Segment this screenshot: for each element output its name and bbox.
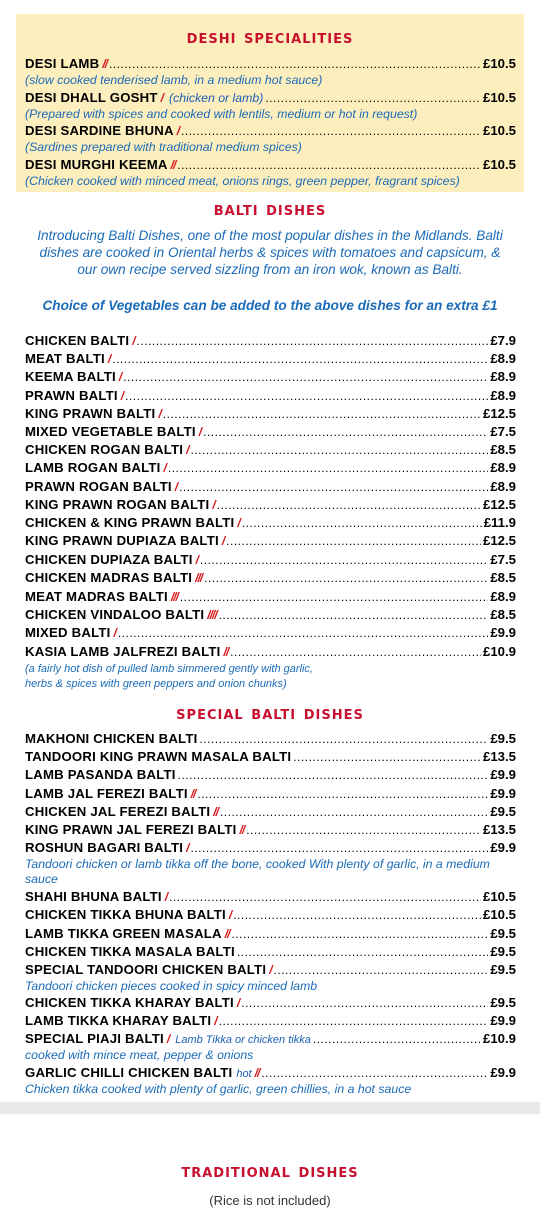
item-name: LAMB ROGAN BALTI [25, 460, 161, 475]
menu-item [25, 749, 516, 767]
menu-item [25, 552, 516, 570]
item-description: cooked with mince meat, pepper & onions [25, 1048, 254, 1062]
leader-dots [242, 516, 482, 530]
leader-dots [241, 996, 488, 1010]
leader-dots [261, 1066, 488, 1080]
item-name: GARLIC CHILLI CHICKEN BALTI [25, 1065, 233, 1080]
item-price: £10.5 [482, 123, 516, 138]
leader-dots [181, 124, 481, 138]
item-name: KING PRAWN DUPIAZA BALTI [25, 533, 219, 548]
item-price: £9.9 [490, 1013, 516, 1028]
chili-icon: // [224, 927, 230, 941]
item-price: £12.5 [482, 533, 516, 548]
chili-icon: / [163, 461, 166, 475]
menu-item [25, 123, 516, 141]
chili-icon: / [158, 407, 161, 421]
item-name: PRAWN BALTI [25, 388, 118, 403]
leader-dots [112, 352, 488, 366]
item-description: Chicken tikka cooked with plenty of garlic, green chillies, in a hot sauce [25, 1082, 412, 1096]
item-name: KING PRAWN ROGAN BALTI [25, 497, 210, 512]
leader-dots [226, 534, 481, 548]
item-price: £9.9 [490, 625, 516, 640]
item-name: SPECIAL PIAJI BALTI [25, 1031, 164, 1046]
item-price: £8.5 [490, 607, 516, 622]
leader-dots [199, 732, 488, 746]
menu-item [25, 926, 516, 944]
chili-icon: // [170, 158, 176, 172]
leader-dots [219, 1014, 489, 1028]
leader-dots [137, 334, 489, 348]
menu-item [25, 533, 516, 551]
item-price: £12.5 [482, 406, 516, 421]
leader-dots [246, 823, 481, 837]
leader-dots [230, 645, 481, 659]
leader-dots [293, 750, 481, 764]
item-price: £13.5 [482, 822, 516, 837]
item-name: ROSHUN BAGARI BALTI [25, 840, 184, 855]
item-name: SHAHI BHUNA BALTI [25, 889, 162, 904]
item-name: LAMB TIKKA KHARAY BALTI [25, 1013, 212, 1028]
item-name: CHICKEN DUPIAZA BALTI [25, 552, 193, 567]
item-price: £9.9 [490, 767, 516, 782]
item-name: CHICKEN TIKKA MASALA BALTI [25, 944, 235, 959]
menu-item [25, 56, 516, 74]
item-name: TANDOORI KING PRAWN MASALA BALTI [25, 749, 292, 764]
item-name: CHICKEN & KING PRAWN BALTI [25, 515, 235, 530]
leader-dots [177, 158, 481, 172]
leader-dots [217, 498, 481, 512]
leader-dots [274, 963, 489, 977]
balti-heading: balti dishes [213, 198, 327, 220]
item-price: £8.9 [490, 351, 516, 366]
leader-dots [265, 91, 481, 105]
chili-icon: // [254, 1066, 260, 1080]
item-name: SPECIAL TANDOORI CHICKEN BALTI [25, 962, 267, 977]
item-description: (a fairly hot dish of pulled lamb simmered gently with garlic, herbs & spices with green peppers and onion chunks) [25, 663, 313, 690]
item-price: £8.9 [490, 369, 516, 384]
menu-item [25, 625, 516, 643]
leader-dots [125, 389, 488, 403]
chili-icon: // [239, 823, 245, 837]
menu-item [25, 570, 516, 588]
menu-item [25, 369, 516, 387]
item-name: MAKHONI CHICKEN BALTI [25, 731, 198, 746]
leader-dots [179, 480, 488, 494]
item-price: £9.5 [490, 995, 516, 1010]
item-price: £12.5 [482, 497, 516, 512]
item-price: £7.5 [490, 424, 516, 439]
menu-item [25, 479, 516, 497]
chili-icon: / [237, 516, 240, 530]
item-name: LAMB PASANDA BALTI [25, 767, 176, 782]
item-name: DESI DHALL GOSHT [25, 90, 158, 105]
leader-dots [237, 945, 488, 959]
menu-item [25, 333, 516, 351]
chili-icon: / [118, 370, 122, 384]
menu-item [25, 767, 516, 785]
item-name: KING PRAWN JAL FEREZI BALTI [25, 822, 237, 837]
leader-dots [204, 571, 488, 585]
chili-icon: / [166, 1032, 170, 1046]
item-description: Tandoori chicken or lamb tikka off the bone, cooked With plenty of garlic, in a medium sauce [25, 857, 490, 886]
menu-item [25, 90, 516, 108]
menu-item [25, 351, 516, 369]
menu-item [25, 1013, 516, 1031]
chili-icon: / [236, 996, 240, 1010]
chili-icon: / [186, 841, 189, 855]
item-note: hot [236, 1068, 252, 1080]
chili-icon: // [190, 787, 196, 801]
chili-icon: / [195, 553, 198, 567]
item-name: CHICKEN ROGAN BALTI [25, 442, 184, 457]
menu-item [25, 515, 516, 533]
special-balti-heading: special balti dishes [176, 702, 364, 724]
item-name: DESI SARDINE BHUNA [25, 123, 174, 138]
chili-icon: / [212, 498, 215, 512]
leader-dots [197, 787, 488, 801]
menu-item [25, 388, 516, 406]
balti-intro: Introducing Balti Dishes, one of the most popular dishes in the Midlands. Balti dishes are cooked in Oriental herbs & spices with tomatoes and capsicum, & our own recipe served sizzling from an iron wok, known as Balti. [37, 228, 503, 277]
item-price: £9.5 [490, 926, 516, 941]
item-name: DESI LAMB [25, 56, 100, 71]
item-price: £13.5 [482, 749, 516, 764]
item-name: PRAWN ROGAN BALTI [25, 479, 172, 494]
item-description: (slow cooked tenderised lamb, in a medium hot sauce) [25, 73, 323, 87]
menu-item [25, 1065, 516, 1083]
item-name: CHICKEN TIKKA BHUNA BALTI [25, 907, 226, 922]
menu-item [25, 157, 516, 175]
leader-dots [168, 461, 488, 475]
item-price: £8.5 [490, 442, 516, 457]
chili-icon: // [223, 645, 229, 659]
chili-icon: / [214, 1014, 217, 1028]
leader-dots [109, 57, 481, 71]
chili-icon: / [221, 534, 225, 548]
item-price: £8.9 [490, 460, 516, 475]
leader-dots [313, 1032, 481, 1046]
item-price: £10.5 [482, 56, 516, 71]
chili-icon: / [113, 626, 116, 640]
menu-item [25, 962, 516, 980]
chili-icon: / [269, 963, 272, 977]
item-price: £8.5 [490, 570, 516, 585]
chili-icon: /// [170, 590, 178, 604]
menu-item [25, 786, 516, 804]
menu-item [25, 424, 516, 442]
item-price: £10.5 [482, 889, 516, 904]
leader-dots [200, 553, 488, 567]
leader-dots [163, 407, 481, 421]
item-name: CHICKEN VINDALOO BALTI [25, 607, 205, 622]
item-name: MIXED VEGETABLE BALTI [25, 424, 196, 439]
chili-icon: / [107, 352, 111, 366]
menu-item [25, 607, 516, 625]
menu-item [25, 589, 516, 607]
item-price: £9.5 [490, 804, 516, 819]
leader-dots [231, 927, 488, 941]
chili-icon: // [102, 57, 108, 71]
rice-note: (Rice is not included) [209, 1193, 331, 1208]
item-name: KASIA LAMB JALFREZI BALTI [25, 644, 221, 659]
menu-item [25, 442, 516, 460]
menu-item [25, 804, 516, 822]
item-description: (Sardines prepared with traditional medium spices) [25, 140, 302, 154]
menu-item [25, 944, 516, 962]
chili-icon: /// [195, 571, 203, 585]
vegetables-note: Choice of Vegetables can be added to the above dishes for an extra £1 [42, 298, 498, 313]
item-name: CHICKEN BALTI [25, 333, 130, 348]
leader-dots [203, 425, 488, 439]
item-price: £8.9 [490, 388, 516, 403]
item-price: £10.5 [482, 157, 516, 172]
item-name: MIXED BALTI [25, 625, 111, 640]
leader-dots [118, 626, 489, 640]
menu-item [25, 497, 516, 515]
chili-icon: / [174, 480, 178, 494]
menu-item [25, 406, 516, 424]
chili-icon: / [164, 890, 168, 904]
item-price: £7.5 [490, 552, 516, 567]
traditional-heading: traditional dishes [181, 1160, 359, 1182]
item-name: MEAT MADRAS BALTI [25, 589, 168, 604]
desi-heading: deshi specialities [186, 26, 354, 48]
item-price: £10.9 [482, 1031, 516, 1046]
menu-item [25, 731, 516, 749]
chili-icon: / [228, 908, 232, 922]
item-description: (Prepared with spices and cooked with lentils, medium or hot in request) [25, 107, 418, 121]
item-name: DESI MURGHI KEEMA [25, 157, 168, 172]
item-name: LAMB JAL FEREZI BALTI [25, 786, 188, 801]
leader-dots [190, 841, 488, 855]
menu-item [25, 644, 516, 662]
menu-item [25, 1031, 516, 1049]
item-price: £9.5 [490, 731, 516, 746]
item-price: £11.9 [483, 515, 516, 530]
item-name: MEAT BALTI [25, 351, 105, 366]
chili-icon: / [132, 334, 135, 348]
leader-dots [220, 805, 488, 819]
item-price: £10.9 [482, 644, 516, 659]
chili-icon: // [213, 805, 218, 819]
leader-dots [190, 443, 488, 457]
item-name: KING PRAWN BALTI [25, 406, 156, 421]
chili-icon: //// [207, 608, 217, 622]
menu-item [25, 460, 516, 478]
page-divider [0, 1102, 540, 1114]
chili-icon: / [160, 91, 163, 105]
item-price: £7.9 [490, 333, 516, 348]
item-price: £9.9 [490, 786, 516, 801]
menu-item [25, 889, 516, 907]
item-description: Tandoori chicken pieces cooked in spicy minced lamb [25, 979, 318, 993]
item-price: £10.5 [482, 907, 516, 922]
item-price: £9.5 [490, 962, 516, 977]
leader-dots [178, 768, 489, 782]
menu-item [25, 995, 516, 1013]
menu-item [25, 907, 516, 925]
menu-item [25, 822, 516, 840]
item-name: CHICKEN TIKKA KHARAY BALTI [25, 995, 234, 1010]
menu-item [25, 840, 516, 858]
item-price: £8.9 [490, 589, 516, 604]
leader-dots [233, 908, 481, 922]
item-price: £10.5 [482, 90, 516, 105]
item-description: (Chicken cooked with minced meat, onions rings, green pepper, fragrant spices) [25, 174, 460, 188]
item-note: Lamb Tikka or chicken tikka [175, 1034, 311, 1046]
item-name: KEEMA BALTI [25, 369, 116, 384]
leader-dots [123, 370, 488, 384]
item-name: CHICKEN MADRAS BALTI [25, 570, 193, 585]
chili-icon: / [186, 443, 189, 457]
item-price: £9.5 [490, 944, 516, 959]
chili-icon: / [120, 389, 124, 403]
leader-dots [169, 890, 481, 904]
chili-icon: / [198, 425, 202, 439]
leader-dots [180, 590, 488, 604]
item-price: £8.9 [490, 479, 516, 494]
item-price: £9.9 [490, 1065, 516, 1080]
leader-dots [219, 608, 489, 622]
item-price: £9.9 [490, 840, 516, 855]
item-note: (chicken or lamb) [169, 91, 264, 105]
chili-icon: / [176, 124, 180, 138]
item-name: CHICKEN JAL FEREZI BALTI [25, 804, 211, 819]
item-name: LAMB TIKKA GREEN MASALA [25, 926, 222, 941]
